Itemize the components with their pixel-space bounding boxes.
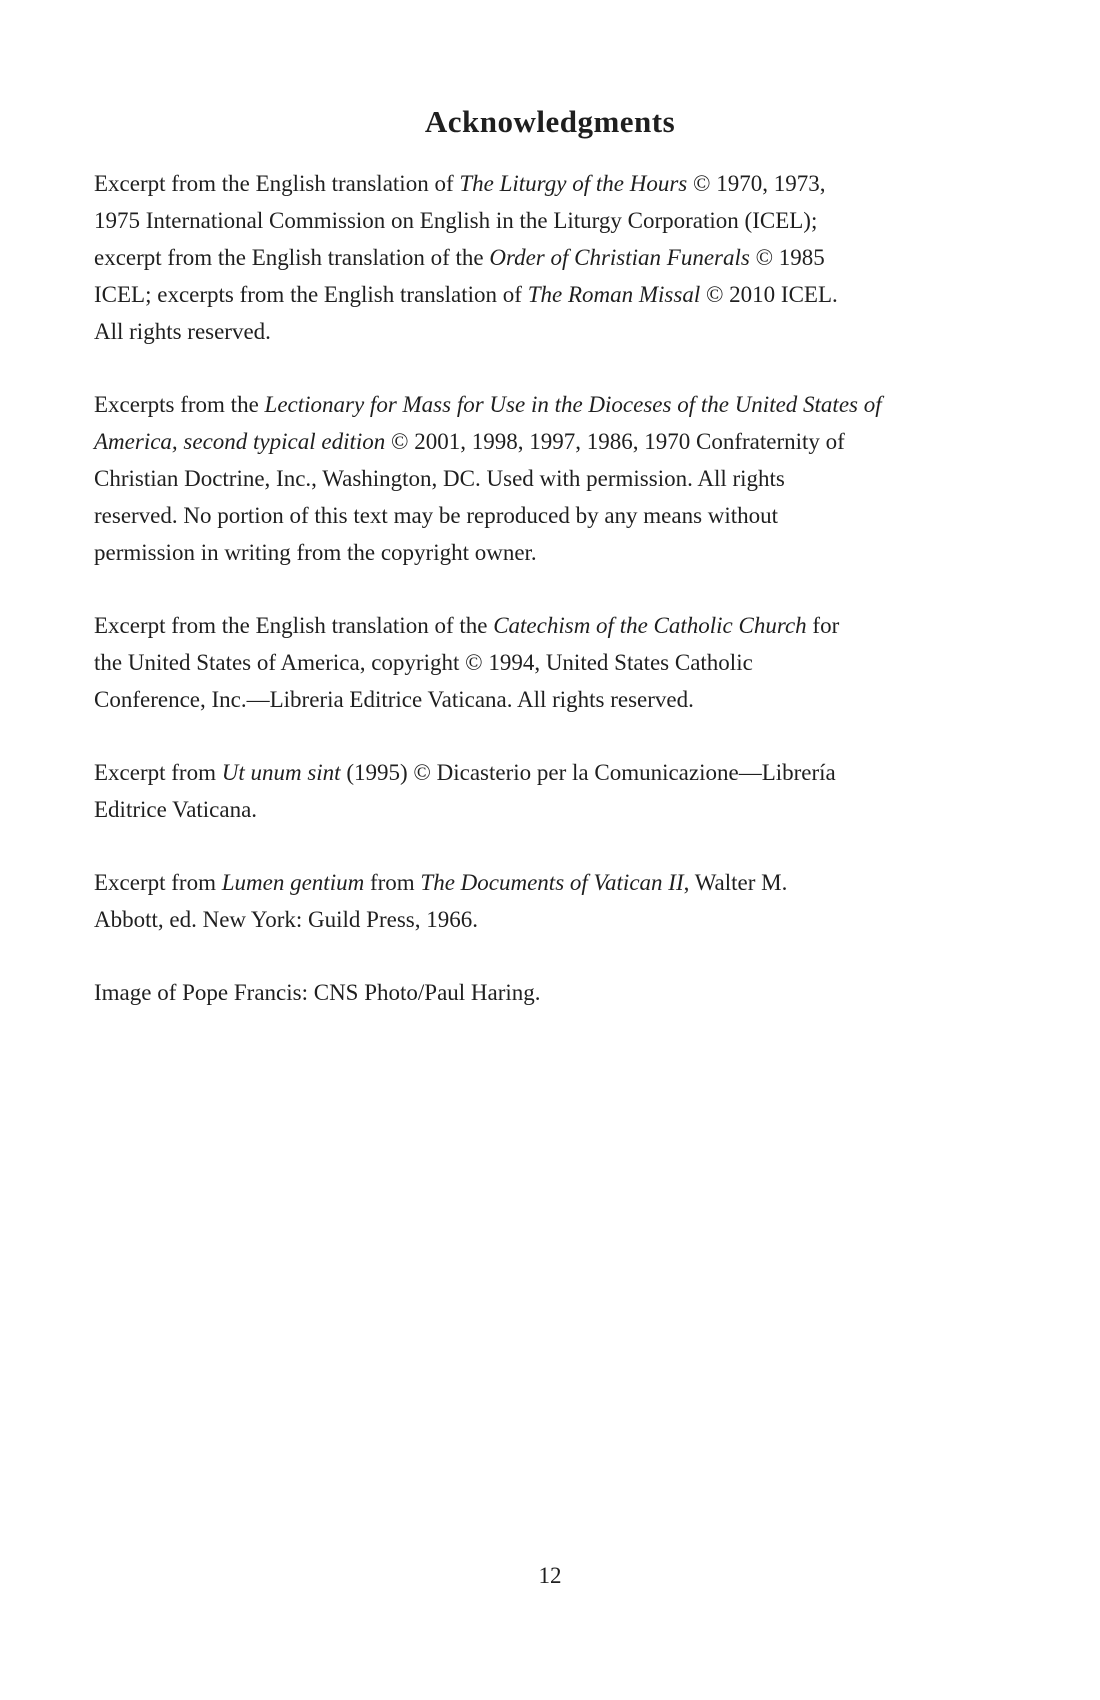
acknowledgments-paragraphs [94,165,1049,1047]
text-run: (1995) © Dicasterio per la Comunicazione—Librería [340,760,836,785]
text-run: 1975 International Commission on English in the Liturgy Corporation (ICEL); [94,208,818,233]
italic-text-run: The Documents of Vatican II [420,870,684,895]
text-run: ICEL; excerpts from the English translation of [94,282,528,307]
text-run: for [806,613,840,638]
text-run: Conference, Inc.—Libreria Editrice Vaticana. All rights reserved. [94,687,694,712]
text-run: excerpt from the English translation of the [94,245,490,270]
text-run: © 2010 ICEL. [700,282,838,307]
paragraph-4 [94,754,1049,828]
text-run: Excerpts from the [94,392,265,417]
text-run: Image of Pope Francis: CNS Photo/Paul Haring. [94,980,541,1005]
text-run: from [364,870,421,895]
italic-text-run: Lectionary for Mass for Use in the Dioceses of the United States of [264,392,882,417]
italic-text-run: Ut unum sint [221,760,341,785]
text-run: All rights reserved. [94,319,271,344]
text-run: Excerpt from the English translation of the [94,613,494,638]
page-number: 12 [538,1563,562,1588]
paragraph-2 [94,386,1049,571]
paragraph-5 [94,864,1049,938]
text-run: © 2001, 1998, 1997, 1986, 1970 Confraternity of [385,429,845,454]
italic-text-run: The Liturgy of the Hours [459,171,688,196]
text-run: Christian Doctrine, Inc., Washington, DC. Used with permission. All rights [94,466,785,491]
text-run: , Walter M. [683,870,788,895]
italic-text-run: America, second typical edition [94,429,386,454]
text-run: Excerpt from [94,870,222,895]
text-run: Abbott, ed. New York: Guild Press, 1966. [94,907,478,932]
italic-text-run: Order of Christian Funerals [489,245,750,270]
text-run: © 1970, 1973, [687,171,826,196]
italic-text-run: The Roman Missal [527,282,701,307]
paragraph-6 [94,974,1049,1011]
text-run: permission in writing from the copyright owner. [94,540,537,565]
text-run: Excerpt from [94,760,222,785]
italic-text-run: Lumen gentium [221,870,365,895]
text-run: reserved. No portion of this text may be reproduced by any means without [94,503,779,528]
paragraph-1 [94,165,1049,350]
text-run: © 1985 [749,245,825,270]
italic-text-run: Catechism of the Catholic Church [493,613,807,638]
text-run: Excerpt from the English translation of [94,171,460,196]
page-title: Acknowledgments [424,104,676,139]
text-run: Editrice Vaticana. [94,797,258,822]
paragraph-3 [94,607,1049,718]
text-run: the United States of America, copyright © 1994, United States Catholic [94,650,753,675]
